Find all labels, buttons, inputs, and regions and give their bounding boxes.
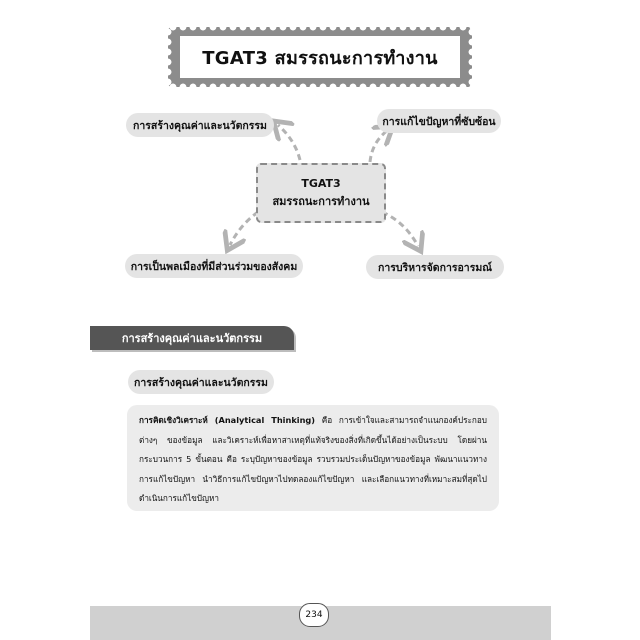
arrow-bottom-left — [230, 212, 258, 245]
section-header: การสร้างคุณค่าและนวัตกรรม — [90, 326, 294, 350]
arrow-top-right — [370, 130, 388, 162]
page-number: 234 — [299, 603, 329, 627]
subsection-label: การสร้างคุณค่าและนวัตกรรม — [128, 370, 274, 394]
node-emotion-management: การบริหารจัดการอารมณ์ — [366, 255, 504, 279]
arrow-bottom-right — [382, 212, 418, 246]
center-node-line1: TGAT3 — [301, 177, 341, 190]
node-value-innovation: การสร้างคุณค่าและนวัตกรรม — [126, 113, 274, 137]
center-node-line2: สมรรถนะการทำงาน — [272, 195, 370, 208]
node-complex-problem-solving: การแก้ไขปัญหาที่ซับซ้อน — [377, 109, 501, 133]
content-box — [127, 405, 499, 511]
definition-text: คือ การเข้าใจและสามารถจำแนกองค์ประกอบต่างๆ ของข้อมูล และวิเคราะห์เพื่อหาสาเหตุที่แท้จริงของสิ่งที่เกิดขึ้นได้อย่างเป็นระบบ โดยผ่านกระบวนการ 5 ขั้นตอน คือ ระบุปัญหาของข้อมูล รวบรวมประเด็นปัญหาของข้อมูล พัฒนาแนวทางการแก้ไขปัญหา นำวิธีการแก้ไขปัญหาไปทดลองแก้ไขปัญหา และเลือกแนวทางที่เหมาะสมที่สุดไปดำเนินการแก้ไขปัญหา — [139, 415, 487, 503]
arrow-top-left — [278, 125, 300, 160]
node-active-citizen: การเป็นพลเมืองที่มีส่วนร่วมของสังคม — [125, 254, 303, 278]
page-title: TGAT3 สมรรถนะการทำงาน — [180, 36, 460, 78]
term-analytical-thinking: การคิดเชิงวิเคราะห์ (Analytical Thinking) — [139, 415, 315, 425]
mindmap-center-node — [256, 163, 386, 223]
